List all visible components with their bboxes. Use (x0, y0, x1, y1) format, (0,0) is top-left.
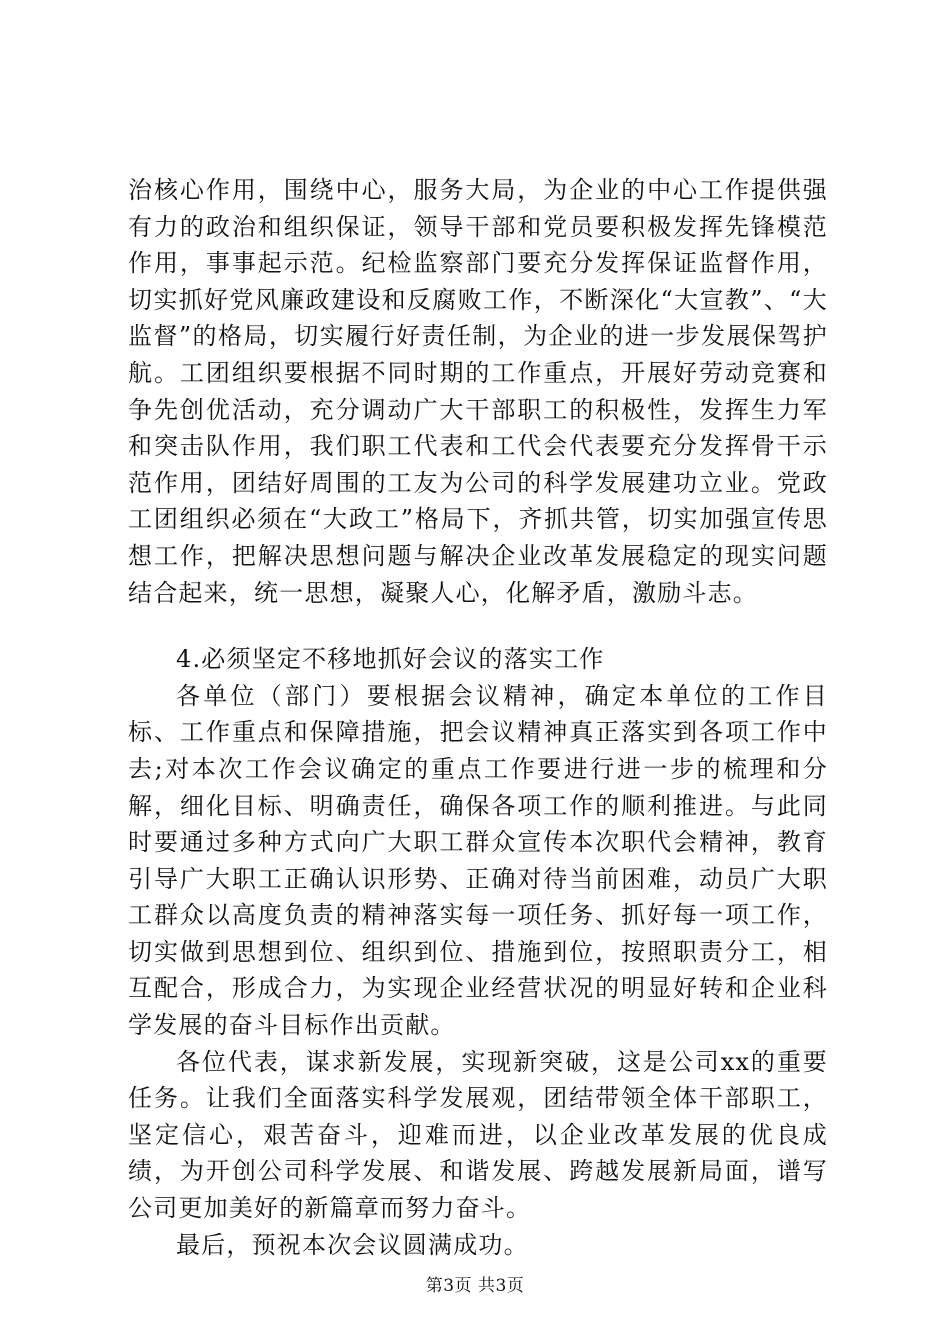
section-heading: 4.必须坚定不移地抓好会议的落实工作 (176, 645, 605, 674)
paragraph-closing-appeal: 各位代表，谋求新发展，实现新突破，这是公司xx的重要任务。让我们全面落实科学发展观，团结带领全体干部职工，坚定信心，艰苦奋斗，迎难而进，以企业改革发展的优良成绩，为开创公司科学发展、和谐发展、跨越发展新局面，谱写公司更加美好的新篇章而努力奋斗。 (128, 1047, 828, 1223)
paragraph-continuation: 治核心作用，围绕中心，服务大局，为企业的中心工作提供强有力的政治和组织保证，领导干部和党员要积极发挥先锋模范作用，事事起示范。纪检监察部门要充分发挥保证监督作用，切实抓好党风廉政建设和反腐败工作，不断深化“大宣教”、“大监督”的格局，切实履行好责任制，为企业的进一步发展保驾护航。工团组织要根据不同时期的工作重点，开展好劳动竞赛和争先创优活动，充分调动广大干部职工的积极性，发挥生力军和突击队作用，我们职工代表和工代会代表要充分发挥骨干示范作用，团结好周围的工友为公司的科学发展建功立业。党政工团组织必须在“大政工”格局下，齐抓共管，切实加强宣传思想工作，把解决思想问题与解决企业改革发展稳定的现实问题结合起来，统一思想，凝聚人心，化解矛盾，激励斗志。 (128, 176, 828, 607)
paragraph-implementation: 各单位（部门）要根据会议精神，确定本单位的工作目标、工作重点和保障措施，把会议精神真正落实到各项工作中去;对本次工作会议确定的重点工作要进行进一步的梳理和分解，细化目标、明确责任，确保各项工作的顺利推进。与此同时要通过多种方式向广大职工群众宣传本次职代会精神，教育引导广大职工正确认识形势、正确对待当前困难，动员广大职工群众以高度负责的精神落实每一项任务、抓好每一项工作，切实做到思想到位、组织到位、措施到位，按照职责分工，相互配合，形成合力，为实现企业经营状况的明显好转和企业科学发展的奋斗目标作出贡献。 (128, 681, 828, 1040)
paragraph-final-wish: 最后，预祝本次会议圆满成功。 (176, 1230, 529, 1259)
document-body (128, 172, 828, 1263)
page-footer: 第3页 共3页 (425, 1276, 525, 1296)
